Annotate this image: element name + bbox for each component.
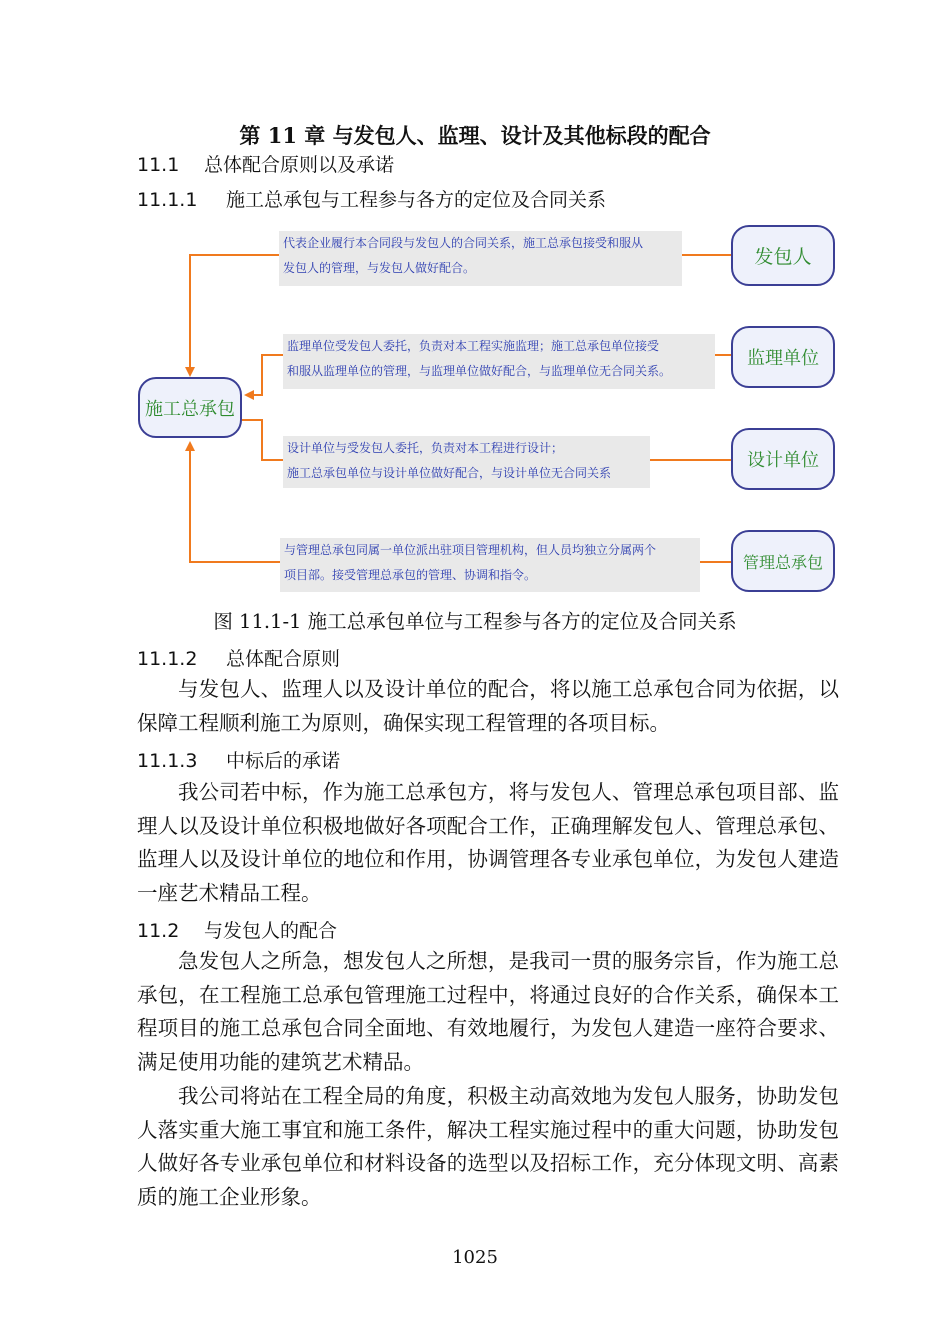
figure-caption: 图 11.1-1 施工总承包单位与工程参与各方的定位及合同关系 bbox=[213, 610, 737, 633]
section-number: 11.1.3 bbox=[137, 750, 198, 772]
node-management-contractor: 管理总承包 bbox=[731, 530, 835, 592]
node-general-contractor: 施工总承包 bbox=[138, 377, 242, 438]
section-title: 总体配合原则 bbox=[226, 648, 341, 670]
note-management-contractor: 与管理总承包同属一单位派出驻项目管理机构，但人员均独立分属两个 项目部。接受管理总承包的管理、协调和指令。 bbox=[280, 538, 700, 592]
note-employer: 代表企业履行本合同段与发包人的合同关系，施工总承包接受和服从 发包人的管理，与发包人做好配合。 bbox=[279, 231, 682, 286]
node-employer: 发包人 bbox=[731, 225, 835, 286]
section-heading-11-2 bbox=[137, 916, 337, 943]
connector-lines bbox=[0, 0, 950, 620]
section-heading-11-1-2 bbox=[137, 644, 340, 671]
paragraph-11-1-3: 我公司若中标，作为施工总承包方，将与发包人、管理总承包项目部、监理人以及设计单位积极地做好各项配合工作，正确理解发包人、管理总承包、监理人以及设计单位的地位和作用，协调管理各专业承包单位，为发包人建造一座艺术精品工程。 bbox=[137, 780, 839, 905]
section-number: 11.1 bbox=[137, 154, 180, 176]
node-designer: 设计单位 bbox=[731, 428, 835, 490]
paragraph-11-2-b: 我公司将站在工程全局的角度，积极主动高效地为发包人服务，协助发包人落实重大施工事宜和施工条件，解决工程实施过程中的重大问题，协助发包人做好各专业承包单位和材料设备的选型以及招标工作，充分体现文明、高素质的施工企业形象。 bbox=[137, 1084, 839, 1209]
section-title: 总体配合原则以及承诺 bbox=[204, 154, 395, 176]
note-designer: 设计单位与受发包人委托，负责对本工程进行设计； 施工总承包单位与设计单位做好配合，与设计单位无合同关系 bbox=[283, 436, 650, 488]
section-number: 11.1.2 bbox=[137, 648, 198, 670]
chapter-title: 第 11 章 与发包人、监理、设计及其他标段的配合 bbox=[239, 123, 711, 148]
node-supervisor: 监理单位 bbox=[731, 326, 835, 388]
paragraph-11-1-2: 与发包人、监理人以及设计单位的配合，将以施工总承包合同为依据，以保障工程顺利施工为原则，确保实现工程管理的各项目标。 bbox=[137, 677, 839, 735]
section-title: 中标后的承诺 bbox=[226, 750, 341, 772]
section-title: 施工总承包与工程参与各方的定位及合同关系 bbox=[226, 189, 607, 211]
section-number: 11.1.1 bbox=[137, 189, 198, 211]
note-supervisor: 监理单位受发包人委托，负责对本工程实施监理；施工总承包单位接受 和服从监理单位的管理，与监理单位做好配合，与监理单位无合同关系。 bbox=[283, 334, 715, 389]
page-number: 1025 bbox=[452, 1247, 498, 1268]
paragraph-11-2-a: 急发包人之所急，想发包人之所想，是我司一贯的服务宗旨，作为施工总承包，在工程施工总承包管理施工过程中，将通过良好的合作关系，确保本工程项目的施工总承包合同全面地、有效地履行，为发包人建造一座符合要求、满足使用功能的建筑艺术精品。 bbox=[137, 949, 839, 1074]
section-title: 与发包人的配合 bbox=[204, 920, 338, 942]
section-heading-11-1-3 bbox=[137, 746, 340, 773]
section-number: 11.2 bbox=[137, 920, 180, 942]
